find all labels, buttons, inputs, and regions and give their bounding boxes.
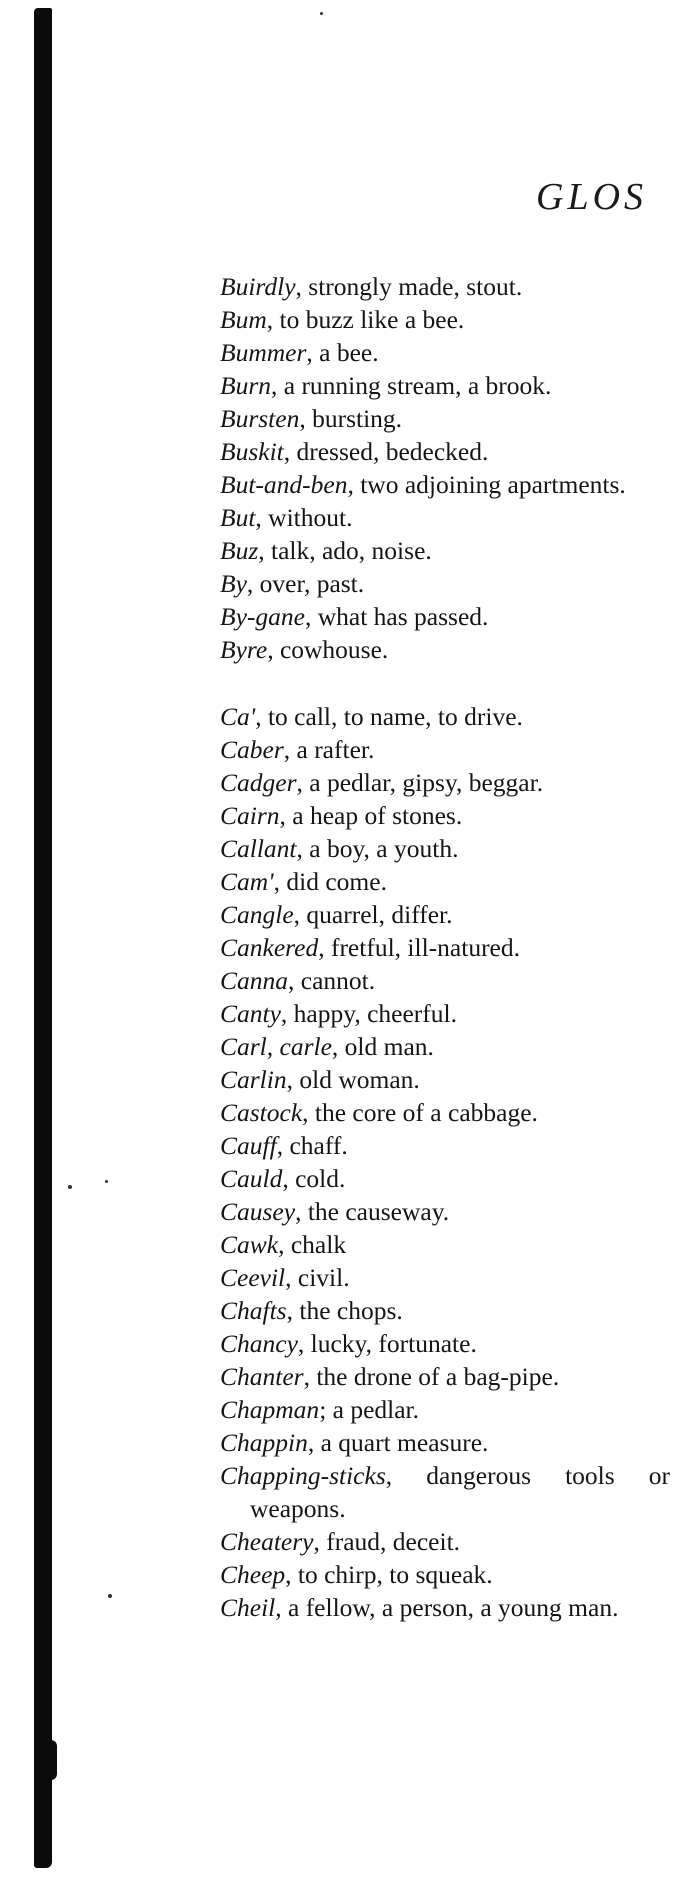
page-gutter-shadow <box>34 8 52 1868</box>
entry-definition: , the core of a cabbage. <box>302 1098 538 1127</box>
entry-definition: , did come. <box>273 867 387 896</box>
glossary-entry <box>220 336 670 369</box>
entry-definition: , bursting. <box>299 404 403 433</box>
entry-headword: Cankered <box>220 933 319 962</box>
entry-definition: , dangerous tools or weapons. <box>250 1461 670 1523</box>
glossary-entry <box>220 1591 670 1624</box>
entry-definition: , the drone of a bag-pipe. <box>303 1362 560 1391</box>
glossary-entry <box>220 600 670 633</box>
glossary-entry <box>220 1558 670 1591</box>
entry-headword: Chancy <box>220 1329 298 1358</box>
glossary-entry <box>220 534 670 567</box>
entry-definition: , a boy, a youth. <box>296 834 459 863</box>
entry-headword: Byre <box>220 635 268 664</box>
entry-definition: , civil. <box>285 1263 350 1292</box>
entry-headword: Bum <box>220 305 267 334</box>
entry-definition: , a heap of stones. <box>279 801 463 830</box>
glossary-entry <box>220 270 670 303</box>
glossary-entry <box>220 832 670 865</box>
glossary-entry <box>220 898 670 931</box>
entry-definition: , a pedlar, gipsy, beggar. <box>296 768 544 797</box>
glossary-entry <box>220 1360 670 1393</box>
glossary-entry <box>220 369 670 402</box>
speck <box>105 1180 108 1183</box>
section-gap <box>220 666 670 700</box>
speck <box>320 12 323 15</box>
entry-headword: Buz <box>220 536 259 565</box>
entry-definition: , old woman. <box>286 1065 420 1094</box>
entry-definition: , without. <box>255 503 353 532</box>
entry-definition: , a rafter. <box>283 735 375 764</box>
entry-definition: , fretful, ill-natured. <box>318 933 520 962</box>
speck <box>108 1594 112 1598</box>
entry-headword: Bursten <box>220 404 300 433</box>
entry-definition: , over, past. <box>246 569 365 598</box>
glossary-entry <box>220 303 670 336</box>
entry-headword: Ca' <box>220 702 256 731</box>
entry-headword: Causey <box>220 1197 296 1226</box>
entry-headword: Bummer <box>220 338 307 367</box>
glossary-entry <box>220 1393 670 1426</box>
glossary-entry <box>220 1261 670 1294</box>
entry-headword: By <box>220 569 247 598</box>
entry-definition: , lucky, fortunate. <box>297 1329 477 1358</box>
glossary-entry <box>220 1228 670 1261</box>
running-header: GLOS <box>536 176 648 218</box>
entry-definition: , the chops. <box>286 1296 403 1325</box>
entry-definition: , happy, cheerful. <box>280 999 457 1028</box>
entry-headword: Chapman <box>220 1395 320 1424</box>
entry-headword: Caber <box>220 735 284 764</box>
glossary-entry <box>220 733 670 766</box>
entry-definition: , cowhouse. <box>267 635 389 664</box>
glossary-entry <box>220 700 670 733</box>
entry-headword: Carl, carle <box>220 1032 332 1061</box>
entry-definition: , the causeway. <box>295 1197 450 1226</box>
entry-headword: But <box>220 503 256 532</box>
entry-headword: Canty <box>220 999 281 1028</box>
glossary-entry <box>220 1525 670 1558</box>
glossary-entry <box>220 1030 670 1063</box>
entry-headword: Cauld <box>220 1164 283 1193</box>
entry-headword: Callant <box>220 834 297 863</box>
entry-definition: , strongly made, stout. <box>295 272 523 301</box>
entry-headword: Cheep <box>220 1560 286 1589</box>
entry-definition: , talk, ado, noise. <box>258 536 432 565</box>
entry-definition: , what has passed. <box>304 602 489 631</box>
entry-headword: Chappin <box>220 1428 308 1457</box>
glossary-entry <box>220 1327 670 1360</box>
gutter-notch <box>45 1740 57 1780</box>
entry-definition: , to call, to name, to drive. <box>255 702 523 731</box>
glossary-entry <box>220 799 670 832</box>
glossary-entry <box>220 468 670 501</box>
entry-headword: Cheatery <box>220 1527 314 1556</box>
entry-definition: , a bee. <box>306 338 379 367</box>
entry-definition: , to chirp, to squeak. <box>285 1560 493 1589</box>
entry-definition: , a fellow, a person, a young man. <box>275 1593 619 1622</box>
entry-definition: , dressed, bedecked. <box>283 437 489 466</box>
entry-definition: , fraud, deceit. <box>313 1527 461 1556</box>
entry-headword: Canna <box>220 966 289 995</box>
entry-headword: Chapping-sticks <box>220 1461 386 1490</box>
entry-headword: Castock <box>220 1098 303 1127</box>
entry-headword: Cangle <box>220 900 294 929</box>
entry-headword: By-gane <box>220 602 305 631</box>
entry-headword: Buirdly <box>220 272 296 301</box>
entry-headword: Cadger <box>220 768 297 797</box>
glossary-entry <box>220 567 670 600</box>
entry-definition: , cannot. <box>288 966 376 995</box>
entry-definition: , cold. <box>282 1164 346 1193</box>
glossary-entry <box>220 501 670 534</box>
entry-headword: Buskit <box>220 437 284 466</box>
entry-headword: Carlin <box>220 1065 287 1094</box>
entry-definition: , a running stream, a brook. <box>271 371 552 400</box>
glossary-entry <box>220 633 670 666</box>
glossary-entry <box>220 964 670 997</box>
entry-headword: Chafts <box>220 1296 287 1325</box>
glossary-entry <box>220 865 670 898</box>
glossary-entry <box>220 1096 670 1129</box>
glossary-column <box>220 270 670 1624</box>
entry-headword: Burn <box>220 371 271 400</box>
glossary-entry <box>220 766 670 799</box>
glossary-entry <box>220 1162 670 1195</box>
entry-headword: Ceevil <box>220 1263 286 1292</box>
entry-headword: Cauff <box>220 1131 277 1160</box>
speck <box>68 1185 72 1189</box>
glossary-section-c <box>220 700 670 1624</box>
glossary-entry <box>220 931 670 964</box>
entry-headword: Cheil <box>220 1593 276 1622</box>
entry-headword: Cam' <box>220 867 274 896</box>
glossary-entry <box>220 997 670 1030</box>
glossary-entry <box>220 1459 670 1525</box>
entry-headword: Cairn <box>220 801 280 830</box>
entry-definition: , to buzz like a bee. <box>266 305 465 334</box>
entry-headword: But-and-ben <box>220 470 348 499</box>
entry-definition: ; a pedlar. <box>319 1395 420 1424</box>
entry-definition: , two adjoining apartments. <box>347 470 626 499</box>
glossary-entry <box>220 1294 670 1327</box>
entry-headword: Cawk <box>220 1230 279 1259</box>
glossary-entry <box>220 1063 670 1096</box>
glossary-section-b <box>220 270 670 666</box>
glossary-entry <box>220 435 670 468</box>
glossary-entry <box>220 1129 670 1162</box>
entry-definition: , quarrel, differ. <box>293 900 453 929</box>
entry-definition: , chaff. <box>276 1131 348 1160</box>
glossary-entry <box>220 402 670 435</box>
glossary-entry <box>220 1426 670 1459</box>
entry-definition: , chalk <box>278 1230 347 1259</box>
entry-headword: Chanter <box>220 1362 304 1391</box>
entry-definition: , old man. <box>331 1032 434 1061</box>
glossary-entry <box>220 1195 670 1228</box>
entry-definition: , a quart measure. <box>307 1428 489 1457</box>
